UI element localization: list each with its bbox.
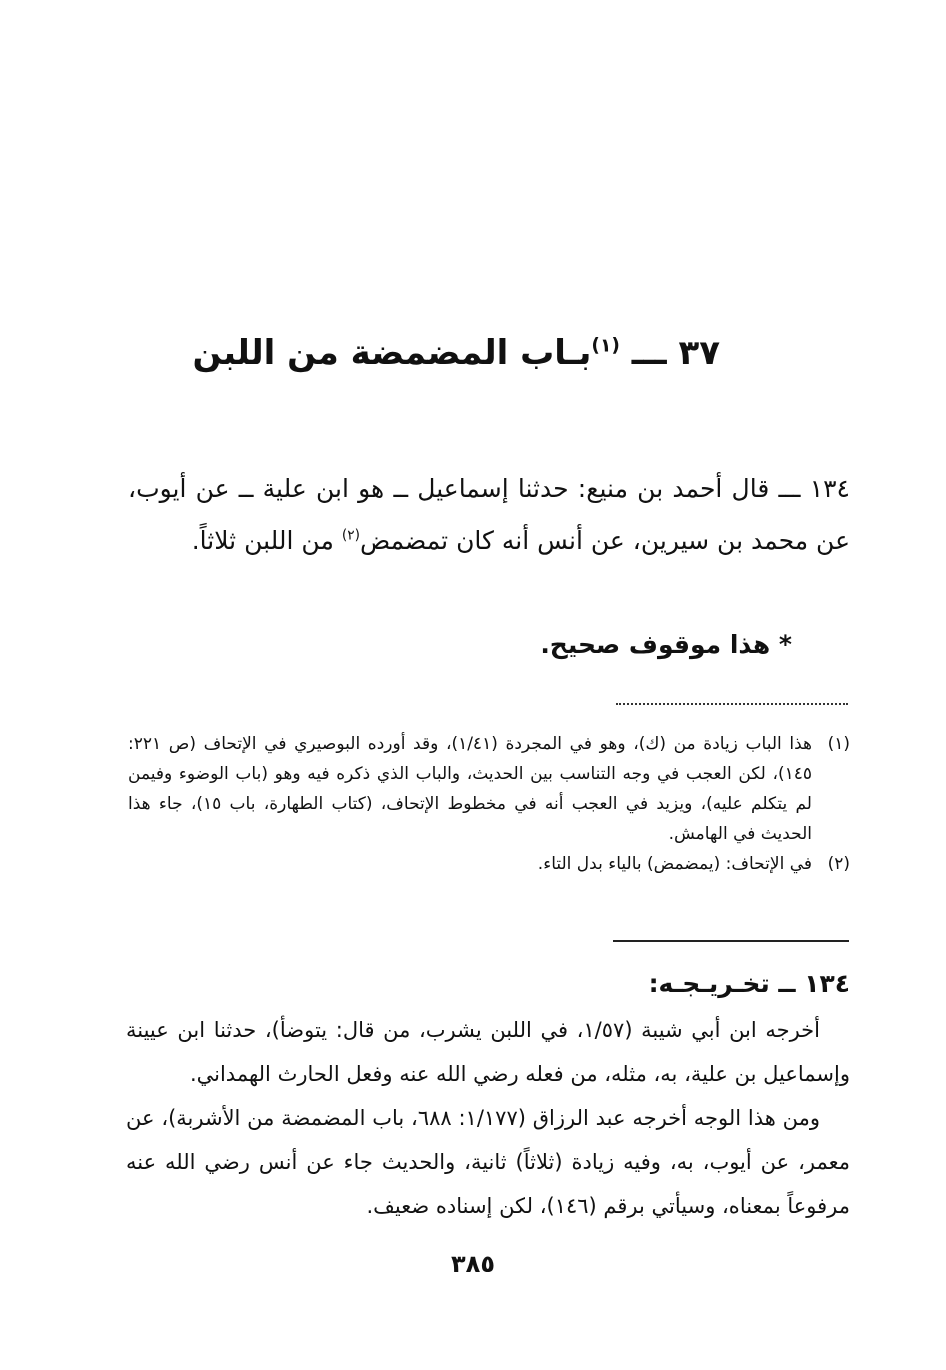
chapter-title-text: بـاب المضمضة من اللبن	[192, 333, 592, 373]
footnote-item	[128, 849, 850, 879]
hadith-footnote-ref[interactable]: (٢)	[341, 527, 360, 544]
verdict-text: هذا موقوف صحيح.	[540, 630, 771, 659]
page-number: ٣٨٥	[451, 1250, 495, 1278]
footnote-item	[128, 729, 850, 849]
takhrij-paragraph: أخرجه ابن أبي شيبة (١/٥٧، في اللبن يشرب، من قال: يتوضأ)، حدثنا ابن عيينة وإسماعيل بن علية، به، مثله، من فعله رضي الله عنه وفعل الحارث الهمداني.	[126, 1018, 850, 1086]
takhrij-paragraph: ومن هذا الوجه أخرجه عبد الرزاق (١/١٧٧: ٦٨٨، باب المضمضة من الأشربة)، عن معمر، عن أيوب، به، وفيه زيادة (ثلاثاً) ثانية، والحديث جاء عن أنس رضي الله عنه مرفوعاً بمعناه، وسيأتي برقم (١٤٦)، لكن إسناده ضعيف.	[126, 1106, 850, 1218]
hadith-text	[128, 463, 850, 567]
hadith-number: ١٣٤	[809, 474, 850, 503]
chapter-footnote-ref[interactable]: (١)	[591, 335, 620, 357]
footnote-number: (٢)	[827, 854, 850, 874]
takhrij-heading: ١٣٤ ــ تخـريـجـه:	[648, 969, 850, 998]
footnote-text: هذا الباب زيادة من (ك)، وهو في المجردة (١/٤١)، وقد أورده البوصيري في الإتحاف (ص ٢٢١: ١٤٥)، لكن العجب في وجه التناسب بين الحديث، والباب الذي ذكره فيه وهو (باب الوضوء وفيمن لم يتكلم عليه)، ويزيد في العجب أنه في مخطوط الإتحاف، (كتاب الطهارة، باب ١٥)، جاء هذا الحديث في الهامش.	[128, 734, 812, 844]
chapter-number: ٣٧	[678, 333, 720, 373]
hadith-verdict	[400, 623, 792, 667]
footnotes	[128, 729, 850, 879]
asterisk-icon: *	[778, 630, 792, 659]
footnote-text: في الإتحاف: (يمضمض) بالياء بدل التاء.	[537, 854, 812, 874]
footnote-separator	[616, 703, 848, 705]
chapter-title	[192, 325, 720, 381]
hadith-text-part-1: ـــ قال أحمد بن منيع: حدثنا إسماعيل ــ هو ابن علية ــ عن أيوب، عن محمد بن سيرين، عن أنس أنه كان تمضمض	[128, 474, 850, 555]
hadith-text-part-2: من اللبن ثلاثاً.	[191, 526, 334, 555]
takhrij-body	[126, 1008, 850, 1228]
footnote-number: (١)	[827, 734, 850, 754]
section-divider	[613, 940, 849, 942]
chapter-dash: ـــ	[631, 333, 667, 373]
